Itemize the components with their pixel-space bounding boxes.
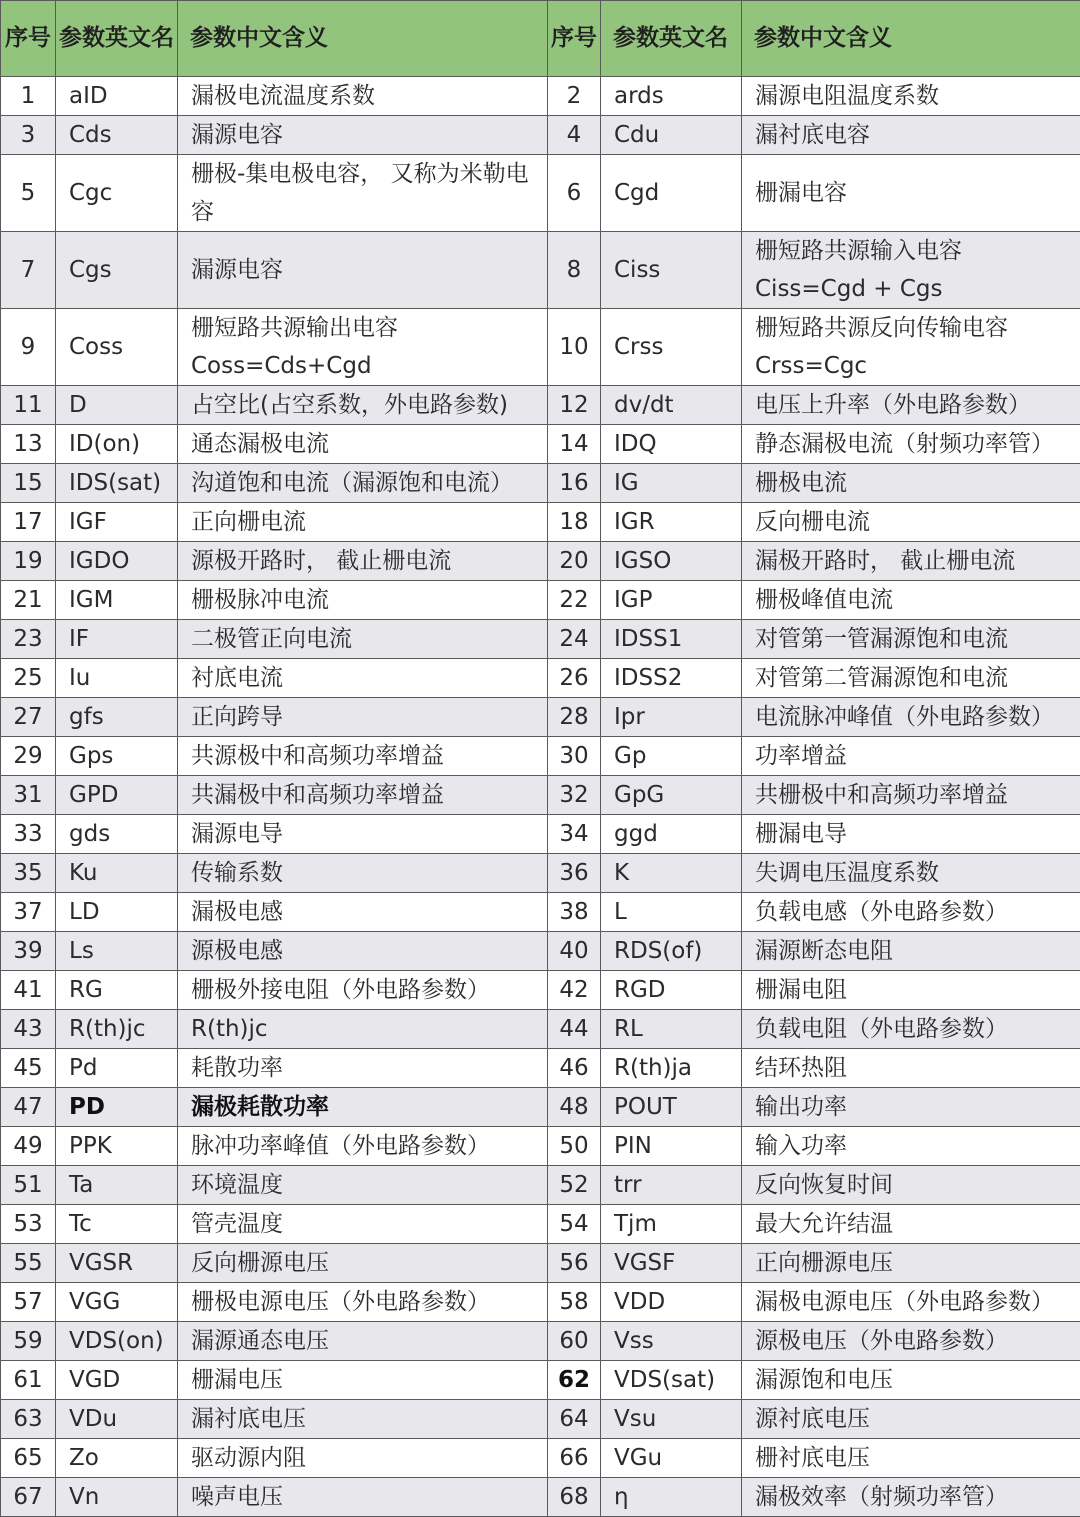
header-meaning-right: 参数中文含义 [742,1,1080,77]
table-row [1,1127,1080,1166]
table-row [1,1166,1080,1205]
row-meaning-left: 源极开路时， 截止栅电流 [178,542,548,581]
row-meaning-left: 栅极电源电压（外电路参数） [178,1283,548,1322]
row-name-left: Cds [56,116,178,155]
row-meaning-left: 共源极中和高频功率增益 [178,737,548,776]
row-num-left: 39 [1,932,56,971]
table-row [1,1244,1080,1283]
row-meaning-left: 栅极-集电极电容， 又称为米勒电容 [178,155,548,232]
row-meaning-right: 栅漏电导 [742,815,1080,854]
table-row [1,386,1080,425]
row-name-right: IGSO [601,542,742,581]
row-meaning-right: 负载电感（外电路参数） [742,893,1080,932]
row-meaning-right: 结环热阻 [742,1049,1080,1088]
row-num-left: 15 [1,464,56,503]
row-meaning-left: 占空比(占空系数，外电路参数) [178,386,548,425]
row-meaning-right: 对管第一管漏源饱和电流 [742,620,1080,659]
table-row [1,932,1080,971]
row-name-left: VGD [56,1361,178,1400]
row-meaning-right: 漏衬底电容 [742,116,1080,155]
row-meaning-left: 耗散功率 [178,1049,548,1088]
table-row [1,116,1080,155]
row-meaning-right: 漏源饱和电压 [742,1361,1080,1400]
row-num-right: 64 [548,1400,601,1439]
row-meaning-right: 栅极电流 [742,464,1080,503]
row-num-left: 5 [1,155,56,232]
table-row [1,425,1080,464]
row-name-right: RDS(of) [601,932,742,971]
table-row [1,1049,1080,1088]
row-meaning-left: R(th)jc [178,1010,548,1049]
row-meaning-left: 栅极外接电阻（外电路参数） [178,971,548,1010]
row-name-left: Coss [56,309,178,386]
row-meaning-left: 漏源通态电压 [178,1322,548,1361]
row-name-left: R(th)jc [56,1010,178,1049]
table-row [1,815,1080,854]
row-name-left: Ls [56,932,178,971]
row-meaning-right: 漏极效率（射频功率管） [742,1478,1080,1517]
table-row [1,309,1080,386]
row-meaning-right: 栅极峰值电流 [742,581,1080,620]
table-row [1,854,1080,893]
table-row [1,464,1080,503]
table-row [1,893,1080,932]
row-num-left: 47 [1,1088,56,1127]
row-meaning-right: 源衬底电压 [742,1400,1080,1439]
row-meaning-left: 通态漏极电流 [178,425,548,464]
row-name-right: IGR [601,503,742,542]
row-name-right: Tjm [601,1205,742,1244]
table-row [1,1205,1080,1244]
row-name-right: Gp [601,737,742,776]
table-row [1,620,1080,659]
row-num-right: 42 [548,971,601,1010]
row-num-right: 12 [548,386,601,425]
row-num-right: 54 [548,1205,601,1244]
header-name-left: 参数英文名 [56,1,178,77]
row-num-left: 57 [1,1283,56,1322]
row-num-right: 34 [548,815,601,854]
row-name-left: Vn [56,1478,178,1517]
row-name-left: IGM [56,581,178,620]
table-row [1,542,1080,581]
row-meaning-right: 栅短路共源反向传输电容 Crss=Cgc [742,309,1080,386]
row-meaning-right: 正向栅源电压 [742,1244,1080,1283]
row-num-right: 52 [548,1166,601,1205]
row-name-left: Pd [56,1049,178,1088]
row-name-left: aID [56,77,178,116]
table-row [1,776,1080,815]
row-num-right: 14 [548,425,601,464]
row-num-right: 60 [548,1322,601,1361]
row-num-left: 9 [1,309,56,386]
row-meaning-right: 输入功率 [742,1127,1080,1166]
row-name-right: trr [601,1166,742,1205]
table-row [1,77,1080,116]
row-name-right: Crss [601,309,742,386]
row-name-right: IDSS2 [601,659,742,698]
row-num-right: 26 [548,659,601,698]
row-meaning-left: 漏源电容 [178,232,548,309]
row-name-left: PPK [56,1127,178,1166]
table-row [1,1322,1080,1361]
row-meaning-right: 栅衬底电压 [742,1439,1080,1478]
table-row [1,1439,1080,1478]
row-num-right: 6 [548,155,601,232]
row-name-left: gds [56,815,178,854]
row-num-left: 19 [1,542,56,581]
row-name-right: POUT [601,1088,742,1127]
row-meaning-left: 漏极电感 [178,893,548,932]
row-num-left: 49 [1,1127,56,1166]
row-meaning-left: 正向栅电流 [178,503,548,542]
row-meaning-right: 漏极开路时， 截止栅电流 [742,542,1080,581]
row-name-left: D [56,386,178,425]
row-meaning-right: 最大允许结温 [742,1205,1080,1244]
row-num-left: 59 [1,1322,56,1361]
table-row [1,737,1080,776]
row-num-left: 21 [1,581,56,620]
table-row [1,1400,1080,1439]
row-name-right: Vss [601,1322,742,1361]
row-num-left: 31 [1,776,56,815]
row-name-left: IDS(sat) [56,464,178,503]
row-name-right: RGD [601,971,742,1010]
table-row [1,659,1080,698]
row-num-right: 56 [548,1244,601,1283]
row-meaning-left: 环境温度 [178,1166,548,1205]
row-meaning-right: 栅短路共源输入电容 Ciss=Cgd + Cgs [742,232,1080,309]
table-row [1,1283,1080,1322]
row-meaning-right: 静态漏极电流（射频功率管） [742,425,1080,464]
row-name-right: IGP [601,581,742,620]
row-meaning-right: 输出功率 [742,1088,1080,1127]
row-num-right: 20 [548,542,601,581]
row-meaning-left: 正向跨导 [178,698,548,737]
row-num-right: 40 [548,932,601,971]
row-meaning-right: 对管第二管漏源饱和电流 [742,659,1080,698]
row-num-left: 67 [1,1478,56,1517]
row-name-right: Ciss [601,232,742,309]
row-num-right: 58 [548,1283,601,1322]
row-name-right: PIN [601,1127,742,1166]
table-row [1,232,1080,309]
row-num-left: 17 [1,503,56,542]
row-num-left: 1 [1,77,56,116]
row-num-left: 23 [1,620,56,659]
table-row [1,1361,1080,1400]
row-num-left: 29 [1,737,56,776]
row-num-left: 43 [1,1010,56,1049]
row-name-left: LD [56,893,178,932]
row-num-left: 51 [1,1166,56,1205]
row-meaning-left: 漏源电导 [178,815,548,854]
row-num-left: 35 [1,854,56,893]
row-name-right: IDQ [601,425,742,464]
row-name-left: IF [56,620,178,659]
row-meaning-left: 源极电感 [178,932,548,971]
row-num-left: 45 [1,1049,56,1088]
row-meaning-right: 反向恢复时间 [742,1166,1080,1205]
table-row [1,503,1080,542]
row-name-right: RL [601,1010,742,1049]
table-header-row [1,1,1080,77]
row-name-left: RG [56,971,178,1010]
row-num-right: 10 [548,309,601,386]
row-num-right: 4 [548,116,601,155]
row-num-left: 53 [1,1205,56,1244]
row-meaning-right: 反向栅电流 [742,503,1080,542]
table-row [1,581,1080,620]
row-name-left: Gps [56,737,178,776]
row-meaning-right: 电流脉冲峰值（外电路参数） [742,698,1080,737]
row-meaning-right: 栅漏电容 [742,155,1080,232]
row-num-right: 48 [548,1088,601,1127]
row-num-right: 32 [548,776,601,815]
row-num-right: 16 [548,464,601,503]
row-num-left: 65 [1,1439,56,1478]
table-row [1,155,1080,232]
row-name-right: GpG [601,776,742,815]
row-name-left: GPD [56,776,178,815]
row-meaning-left: 共漏极中和高频功率增益 [178,776,548,815]
row-num-left: 41 [1,971,56,1010]
row-name-right: VGSF [601,1244,742,1283]
row-meaning-left: 漏极电流温度系数 [178,77,548,116]
row-name-left: Ku [56,854,178,893]
row-name-left: IGDO [56,542,178,581]
row-num-right: 36 [548,854,601,893]
row-num-left: 63 [1,1400,56,1439]
row-meaning-right: 漏极电源电压（外电路参数） [742,1283,1080,1322]
row-num-right: 46 [548,1049,601,1088]
table-row [1,1478,1080,1517]
row-meaning-left: 沟道饱和电流（漏源饱和电流） [178,464,548,503]
row-meaning-left: 衬底电流 [178,659,548,698]
row-name-right: VGu [601,1439,742,1478]
row-meaning-left: 栅极脉冲电流 [178,581,548,620]
row-name-right: dv/dt [601,386,742,425]
row-meaning-right: 失调电压温度系数 [742,854,1080,893]
row-meaning-left: 反向栅源电压 [178,1244,548,1283]
row-meaning-left: 漏衬底电压 [178,1400,548,1439]
row-num-left: 25 [1,659,56,698]
row-meaning-left: 栅漏电压 [178,1361,548,1400]
row-name-left: VGG [56,1283,178,1322]
row-meaning-left: 噪声电压 [178,1478,548,1517]
row-name-left: VGSR [56,1244,178,1283]
row-name-right: IG [601,464,742,503]
row-num-right: 62 [548,1361,601,1400]
row-num-right: 18 [548,503,601,542]
row-meaning-right: 漏源电阻温度系数 [742,77,1080,116]
row-num-right: 38 [548,893,601,932]
row-num-right: 50 [548,1127,601,1166]
row-meaning-right: 源极电压（外电路参数） [742,1322,1080,1361]
table-row [1,698,1080,737]
row-num-left: 3 [1,116,56,155]
row-meaning-right: 电压上升率（外电路参数） [742,386,1080,425]
row-num-left: 33 [1,815,56,854]
header-num-left: 序号 [1,1,56,77]
header-name-right: 参数英文名 [601,1,742,77]
row-num-left: 11 [1,386,56,425]
row-name-right: ggd [601,815,742,854]
row-meaning-left: 管壳温度 [178,1205,548,1244]
row-num-right: 28 [548,698,601,737]
row-meaning-left: 驱动源内阻 [178,1439,548,1478]
row-name-left: Cgc [56,155,178,232]
row-name-left: Zo [56,1439,178,1478]
row-num-left: 7 [1,232,56,309]
row-num-left: 13 [1,425,56,464]
table-row [1,1010,1080,1049]
row-num-left: 61 [1,1361,56,1400]
row-name-left: PD [56,1088,178,1127]
header-meaning-left: 参数中文含义 [178,1,548,77]
row-name-right: L [601,893,742,932]
row-num-left: 55 [1,1244,56,1283]
row-name-right: η [601,1478,742,1517]
row-name-right: VDD [601,1283,742,1322]
table-row [1,1088,1080,1127]
row-num-right: 2 [548,77,601,116]
row-num-right: 68 [548,1478,601,1517]
row-name-right: IDSS1 [601,620,742,659]
row-name-left: Iu [56,659,178,698]
row-meaning-right: 栅漏电阻 [742,971,1080,1010]
row-num-right: 22 [548,581,601,620]
header-num-right: 序号 [548,1,601,77]
row-meaning-left: 漏源电容 [178,116,548,155]
row-name-right: Vsu [601,1400,742,1439]
row-name-left: VDu [56,1400,178,1439]
row-name-right: R(th)ja [601,1049,742,1088]
row-name-right: Cgd [601,155,742,232]
row-name-right: Ipr [601,698,742,737]
row-meaning-left: 漏极耗散功率 [178,1088,548,1127]
row-name-right: ards [601,77,742,116]
row-num-left: 27 [1,698,56,737]
row-num-right: 24 [548,620,601,659]
row-num-right: 8 [548,232,601,309]
row-name-right: Cdu [601,116,742,155]
row-num-right: 44 [548,1010,601,1049]
row-meaning-right: 负载电阻（外电路参数） [742,1010,1080,1049]
row-num-right: 66 [548,1439,601,1478]
table-row [1,971,1080,1010]
row-meaning-left: 脉冲功率峰值（外电路参数） [178,1127,548,1166]
row-num-right: 30 [548,737,601,776]
row-name-left: Tc [56,1205,178,1244]
row-name-left: ID(on) [56,425,178,464]
row-name-right: VDS(sat) [601,1361,742,1400]
row-meaning-right: 功率增益 [742,737,1080,776]
row-name-left: gfs [56,698,178,737]
row-name-left: VDS(on) [56,1322,178,1361]
row-name-left: Ta [56,1166,178,1205]
row-name-right: K [601,854,742,893]
row-meaning-right: 共栅极中和高频功率增益 [742,776,1080,815]
row-name-left: IGF [56,503,178,542]
row-name-left: Cgs [56,232,178,309]
row-meaning-left: 二极管正向电流 [178,620,548,659]
row-num-left: 37 [1,893,56,932]
row-meaning-right: 漏源断态电阻 [742,932,1080,971]
row-meaning-left: 栅短路共源输出电容 Coss=Cds+Cgd [178,309,548,386]
row-meaning-left: 传输系数 [178,854,548,893]
